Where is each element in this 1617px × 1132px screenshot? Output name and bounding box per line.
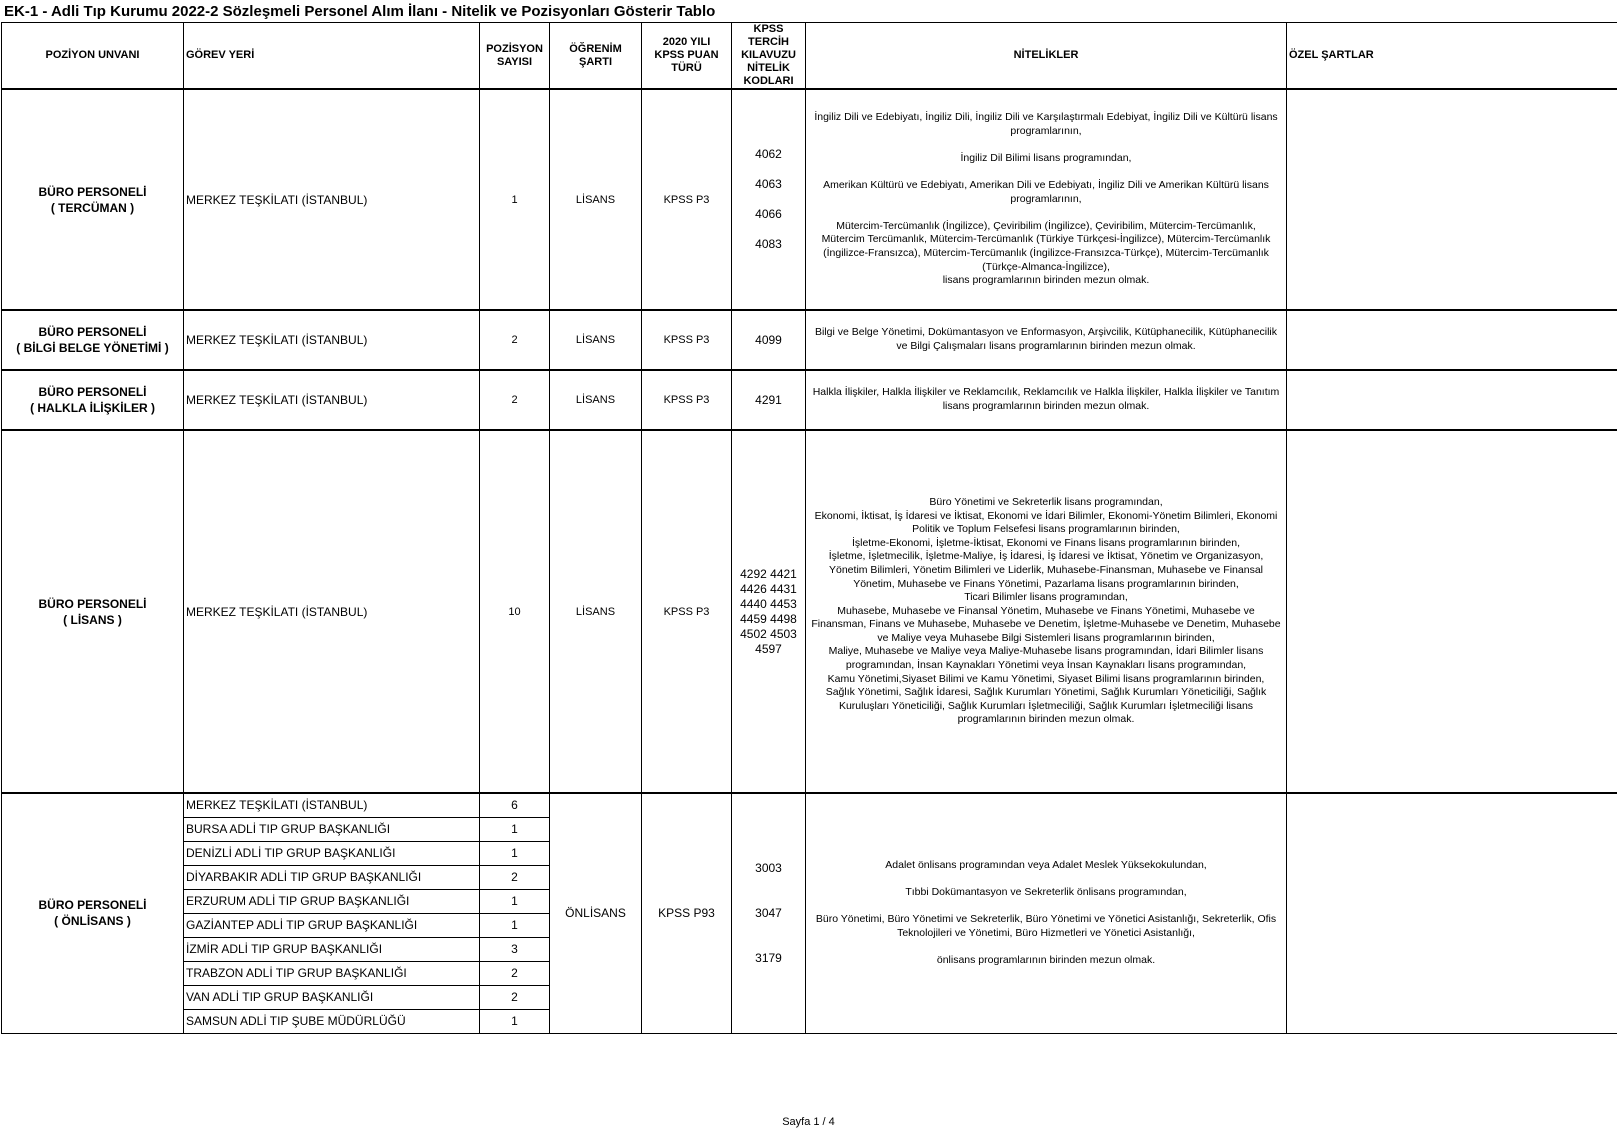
- position-title: [2, 310, 184, 370]
- count-cell: 3: [480, 937, 550, 961]
- count-cell: 2: [480, 865, 550, 889]
- count-cell: 1: [480, 817, 550, 841]
- qualification-line: Büro Yönetimi, Büro Yönetimi ve Sekreterlik, Büro Yönetimi ve Yönetici Asistanlığı, Sekreterlik, Ofis: [815, 913, 1277, 926]
- qualification-line: ve Maliye veya Muhasebe Bilgi Sistemleri lisans programlarının birinden,: [877, 631, 1215, 644]
- kpss-cell: KPSS P3: [642, 370, 732, 430]
- table-row: [2, 310, 1617, 370]
- qualification-line: Mütercim Tercümanlık, Mütercim-Tercümanlık (Türkiye Türkçesi-İngilizce), Mütercim-Tercümanlık: [821, 233, 1271, 246]
- header-line: POZİSYON: [486, 42, 543, 55]
- header-kpss-kodlari: [732, 23, 806, 90]
- code-value: 4066: [755, 207, 782, 221]
- qualification-line: Finansman, Finans ve Muhasebe, Muhasebe ve Denetim, İşletme-Muhasebe ve Denetim, Muhasebe: [811, 618, 1281, 631]
- location-cell: GAZİANTEP ADLİ TIP GRUP BAŞKANLIĞI: [184, 913, 480, 937]
- header-pozisyon-unvani: POZİYON UNVANI: [2, 23, 184, 90]
- position-title: [2, 89, 184, 310]
- location-cell: TRABZON ADLİ TIP GRUP BAŞKANLIĞI: [184, 961, 480, 985]
- qualification-line: Yönetim Bilimleri, Yönetim Bilimleri ve Liderlik, Muhasebe-Finansman, Muhasebe ve Finansal: [829, 563, 1263, 576]
- count-cell: 1: [480, 89, 550, 310]
- qualification-line: lisans programlarının birinden mezun olmak.: [942, 274, 1150, 287]
- special-conditions-cell: [1287, 793, 1617, 1033]
- kpss-cell: KPSS P3: [642, 310, 732, 370]
- code-value: 4502 4503: [740, 626, 797, 641]
- qualification-line: Ekonomi, İktisat, İş İdaresi ve İktisat, Ekonomi ve İdari Bilimler, Ekonomi-Yönetim Bilimleri, Ekonomi: [814, 509, 1278, 522]
- header-line: KODLARI: [743, 75, 794, 87]
- qualification-line: İşletme, İşletmecilik, İşletme-Maliye, İş İdaresi, İş İdaresi ve İktisat, Yönetim ve Organizasyon,: [828, 550, 1264, 563]
- code-value: 4062: [755, 147, 782, 161]
- table-row: [2, 793, 1617, 817]
- location-cell: SAMSUN ADLİ TIP ŞUBE MÜDÜRLÜĞÜ: [184, 1009, 480, 1033]
- location-cell: BURSA ADLİ TIP GRUP BAŞKANLIĞI: [184, 817, 480, 841]
- qualification-line: Politik ve Toplum Felsefesi lisans programlarının birinden,: [912, 523, 1180, 536]
- header-pozisyon-sayisi: [480, 23, 550, 90]
- code-value: 4459 4498: [740, 611, 797, 626]
- qualification-line: [808, 138, 1284, 152]
- qualification-line: Bilgi ve Belge Yönetimi, Dokümantasyon ve Enformasyon, Arşivcilik, Kütüphanecilik, Kütüphanecilik: [814, 326, 1278, 339]
- header-nitelikler: NİTELİKLER: [806, 23, 1287, 90]
- position-line: BÜRO PERSONELİ: [38, 385, 147, 399]
- table-row: [2, 430, 1617, 793]
- special-conditions-cell: [1287, 370, 1617, 430]
- location-cell: MERKEZ TEŞKİLATI (İSTANBUL): [184, 89, 480, 310]
- header-line: NİTELİK: [747, 62, 790, 74]
- education-cell: LİSANS: [550, 430, 642, 793]
- qualification-line: Teknolojileri ve Yönetimi, Büro Hizmetleri ve Yönetici Asistanlığı,: [897, 926, 1195, 939]
- position-line: ( LİSANS ): [63, 612, 122, 627]
- codes-cell: [732, 793, 806, 1033]
- location-cell: MERKEZ TEŞKİLATI (İSTANBUL): [184, 370, 480, 430]
- count-cell: 1: [480, 1009, 550, 1033]
- position-line: BÜRO PERSONELİ: [38, 596, 147, 611]
- qualification-line: Mütercim-Tercümanlık (İngilizce), Çeviribilim (İngilizce), Çeviribilim, Mütercim-Tercümanlık,: [836, 219, 1256, 232]
- qualification-line: Yönetim, Muhasebe ve Finans Yönetimi, Pazarlama lisans programlarının birinden,: [853, 577, 1239, 590]
- qualification-line: (Türkçe-Almanca-İngilizce),: [982, 260, 1110, 273]
- qualification-line: Ticari Bilimler lisans programından,: [964, 591, 1128, 604]
- kpss-cell: KPSS P3: [642, 89, 732, 310]
- position-line: BÜRO PERSONELİ: [38, 325, 147, 339]
- qualification-line: Maliye, Muhasebe ve Maliye veya Maliye-Muhasebe lisans programından, İdari Bilimler lisans: [828, 645, 1264, 658]
- codes-cell: [732, 310, 806, 370]
- location-cell: VAN ADLİ TIP GRUP BAŞKANLIĞI: [184, 985, 480, 1009]
- qualification-line: Büro Yönetimi ve Sekreterlik lisans programından,: [929, 495, 1163, 508]
- header-line: TÜRÜ: [671, 62, 702, 74]
- count-cell: 2: [480, 961, 550, 985]
- code-value: 3047: [755, 905, 782, 920]
- code-value: 4291: [755, 392, 782, 407]
- header-ogrenim-sarti: ÖĞRENİM ŞARTI: [550, 23, 642, 90]
- count-cell: 2: [480, 370, 550, 430]
- document-title: EK-1 - Adli Tıp Kurumu 2022-2 Sözleşmeli Personel Alım İlanı - Nitelik ve Pozisyonları Gösterir Tablo: [4, 3, 716, 20]
- qualifications-cell: [806, 89, 1287, 310]
- location-cell: ERZURUM ADLİ TIP GRUP BAŞKANLIĞI: [184, 889, 480, 913]
- education-cell: LİSANS: [550, 370, 642, 430]
- special-conditions-cell: [1287, 89, 1617, 310]
- qualification-line: Halkla İlişkiler, Halkla İlişkiler ve Reklamcılık, Reklamcılık ve Halkla İlişkiler, Halkla İlişkiler ve Tanıtım: [812, 386, 1280, 399]
- qualification-line: programlarının,: [1010, 192, 1082, 205]
- code-value: 4083: [755, 237, 782, 251]
- location-cell: DİYARBAKIR ADLİ TIP GRUP BAŞKANLIĞI: [184, 865, 480, 889]
- qualification-line: Sağlık Yönetimi, Sağlık İdaresi, Sağlık Kurumları Yönetimi, Sağlık Kurumları Yöneticiliği, Sağlık: [825, 686, 1267, 699]
- code-value: 4440 4453: [740, 596, 797, 611]
- code-value: 3179: [755, 950, 782, 965]
- qualification-line: İngiliz Dili ve Edebiyatı, İngiliz Dili, İngiliz Dili ve Karşılaştırmalı Edebiyat, İngiliz Dili ve Kültürü lisans: [814, 111, 1278, 124]
- qualification-line: programlarının,: [1010, 124, 1082, 137]
- count-cell: 1: [480, 841, 550, 865]
- position-title: [2, 370, 184, 430]
- location-cell: MERKEZ TEŞKİLATI (İSTANBUL): [184, 310, 480, 370]
- count-cell: 10: [480, 430, 550, 793]
- location-cell: İZMİR ADLİ TIP GRUP BAŞKANLIĞI: [184, 937, 480, 961]
- education-cell: ÖNLİSANS: [550, 793, 642, 1033]
- codes-cell: [732, 430, 806, 793]
- position-line: ( TERCÜMAN ): [50, 200, 135, 215]
- count-cell: 6: [480, 793, 550, 817]
- special-conditions-cell: [1287, 310, 1617, 370]
- code-value: 4292 4421: [740, 566, 797, 581]
- position-title: [2, 793, 184, 1033]
- code-value: 4426 4431: [740, 581, 797, 596]
- qualification-line: (İngilizce-Fransızca), Mütercim-Tercümanlık (İngilizce-Fransızca-Türkçe), Mütercim-Tercümanlık: [823, 247, 1269, 260]
- table-row: [2, 370, 1617, 430]
- qualification-line: [808, 872, 1284, 886]
- code-value: 4099: [755, 332, 782, 347]
- qualifications-cell: [806, 310, 1287, 370]
- position-title: [2, 430, 184, 793]
- position-line: ( BİLGİ BELGE YÖNETİMİ ): [16, 341, 169, 355]
- qualification-line: Kuruluşları Yöneticiliği, Sağlık Kurumları İşletmeciliği, Sağlık Kurumları İşletmeciliği lisans programlarının birinden mezun olmak.: [838, 699, 1254, 726]
- special-conditions-cell: [1287, 430, 1617, 793]
- header-kpss-puan-turu: [642, 23, 732, 90]
- kpss-cell: KPSS P93: [642, 793, 732, 1033]
- education-cell: LİSANS: [550, 310, 642, 370]
- qualifications-cell: [806, 370, 1287, 430]
- count-cell: 2: [480, 310, 550, 370]
- qualification-line: önlisans programlarının birinden mezun olmak.: [936, 954, 1156, 967]
- qualification-line: [808, 206, 1284, 220]
- codes-cell: [732, 89, 806, 310]
- header-line: 2020 YILI: [662, 36, 711, 48]
- qualification-line: [808, 166, 1284, 180]
- code-value: 3003: [755, 860, 782, 875]
- qualification-line: İşletme-Ekonomi, İşletme-İktisat, Ekonomi ve Finans lisans programlarının birinden,: [851, 536, 1241, 549]
- location-cell: MERKEZ TEŞKİLATI (İSTANBUL): [184, 793, 480, 817]
- header-gorev-yeri: GÖREV YERİ: [184, 23, 480, 90]
- qualification-line: [808, 900, 1284, 914]
- qualification-line: Tıbbi Dokümantasyon ve Sekreterlik önlisans programından,: [905, 886, 1187, 899]
- qualification-line: programından, İnsan Kaynakları Yönetimi veya İnsan Kaynakları lisans programından,: [845, 659, 1247, 672]
- position-line: BÜRO PERSONELİ: [38, 898, 147, 913]
- qualifications-cell: [806, 793, 1287, 1033]
- count-cell: 1: [480, 889, 550, 913]
- qualification-line: ve Bilgi Çalışmaları lisans programlarının birinden mezun olmak.: [896, 340, 1196, 352]
- code-value: 4063: [755, 177, 782, 191]
- header-line: KPSS PUAN: [654, 49, 719, 61]
- position-line: BÜRO PERSONELİ: [38, 184, 147, 199]
- qualification-line: Amerikan Kültürü ve Edebiyatı, Amerikan Dili ve Edebiyatı, İngiliz Dili ve Amerikan Kültürü lisans: [823, 179, 1269, 192]
- qualification-line: Muhasebe, Muhasebe ve Finansal Yönetim, Muhasebe ve Finans Yönetimi, Muhasebe ve: [837, 604, 1255, 617]
- table-row: [2, 89, 1617, 310]
- codes-cell: [732, 370, 806, 430]
- count-cell: 1: [480, 913, 550, 937]
- qualification-line: Adalet önlisans programından veya Adalet Meslek Yüksekokulundan,: [885, 858, 1207, 871]
- header-line: KPSS TERCİH: [748, 23, 789, 48]
- qualification-line: lisans programlarının birinden mezun olmak.: [942, 400, 1150, 412]
- kpss-cell: KPSS P3: [642, 430, 732, 793]
- code-value: 4597: [755, 641, 782, 656]
- qualification-line: İngiliz Dil Bilimi lisans programından,: [960, 151, 1132, 164]
- location-cell: MERKEZ TEŞKİLATI (İSTANBUL): [184, 430, 480, 793]
- qualifications-cell: [806, 430, 1287, 793]
- header-line: KILAVUZU: [741, 49, 796, 61]
- header-row: [2, 23, 1617, 90]
- qualification-line: Kamu Yönetimi,Siyaset Bilimi ve Kamu Yönetimi, Siyaset Bilimi lisans programlarının birinden,: [827, 672, 1265, 685]
- count-cell: 2: [480, 985, 550, 1009]
- header-line: SAYISI: [496, 55, 533, 68]
- page-number: Sayfa 1 / 4: [782, 1116, 835, 1128]
- education-cell: LİSANS: [550, 89, 642, 310]
- positions-table: [1, 22, 1617, 1034]
- qualification-line: [808, 940, 1284, 954]
- location-cell: DENİZLİ ADLİ TIP GRUP BAŞKANLIĞI: [184, 841, 480, 865]
- header-ozel-sartlar: ÖZEL ŞARTLAR: [1287, 23, 1617, 90]
- position-line: ( HALKLA İLİŞKİLER ): [30, 401, 155, 415]
- position-line: ( ÖNLİSANS ): [54, 914, 131, 929]
